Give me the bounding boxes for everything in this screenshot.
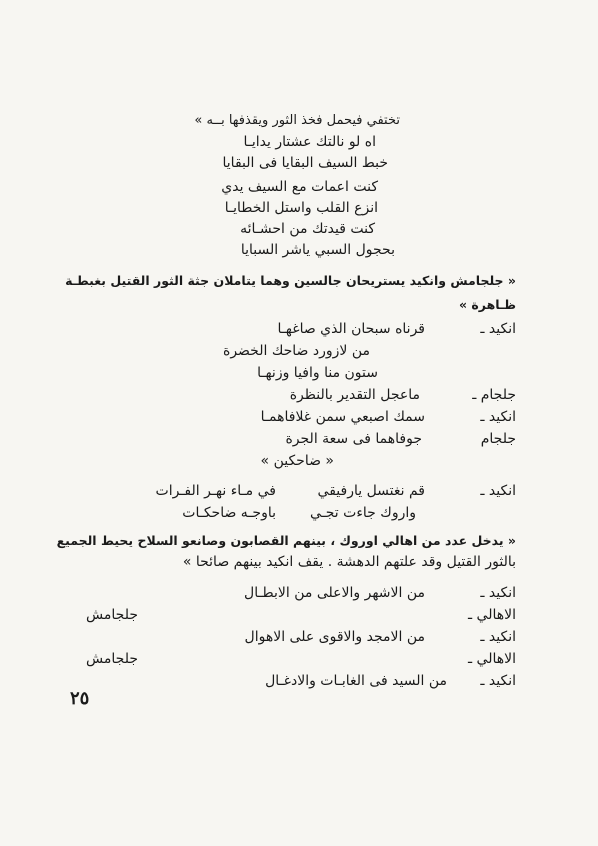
stage-direction: ظـاهرة » [459, 297, 516, 312]
dialogue-line: جوفاهما فى سعة الجرة [285, 431, 422, 447]
verse-line: خبط السيف البقايا فى البقايا [222, 155, 388, 171]
dialogue-line: من السيد فى الغابـات والادغـال [265, 673, 447, 689]
verse-line: تختفي فيحمل فخذ الثور ويقذفها بــه » [194, 113, 400, 128]
speaker-label: انكيد ـ [480, 585, 516, 601]
speaker-label: انكيد ـ [480, 409, 516, 425]
verse-line: بحجول السبي ياشر السبايا [240, 242, 395, 258]
dialogue-line: ستون منا وافيا وزنهـا [257, 365, 378, 381]
speaker-label: جلجام [480, 431, 516, 447]
stage-direction: « جلجامش وانكيد يستريحان جالسين وهما يتاملان جثة الثور القتيل بغبطـة [65, 273, 516, 288]
chorus-reply: جلجامش [86, 651, 138, 667]
page-number: ٢٥ [70, 688, 90, 709]
stage-direction: بالثور القتيل وقد علتهم الدهشة . يقف انكيد بينهم صائحا » [182, 554, 516, 570]
dialogue-line: من الامجد والاقوى على الاهوال [244, 629, 425, 645]
stage-direction: « ضاحكين » [260, 453, 334, 469]
speaker-label: الاهالي ـ [467, 651, 516, 667]
dialogue-line: من لازورد ضاحك الخضرة [222, 343, 370, 359]
dialogue-line: قم نغتسل يارفيقي [317, 483, 425, 499]
verse-line: كنت اعمات مع السيف يدي [221, 179, 378, 195]
dialogue-line: سمك اصبعي سمن غلافاهمـا [260, 409, 425, 425]
speaker-label: انكيد ـ [480, 673, 516, 689]
speaker-label: انكيد ـ [480, 483, 516, 499]
dialogue-line: واروك جاءت تجـي [310, 505, 416, 521]
speaker-label: جلجام ـ [472, 387, 516, 403]
dialogue-line: باوجـه ضاحكـات [182, 505, 276, 521]
speaker-label: انكيد ـ [480, 629, 516, 645]
dialogue-line: من الاشهر والاعلى من الابطـال [244, 585, 425, 601]
verse-line: انزع القلب واستل الخطايـا [224, 200, 378, 216]
speaker-label: الاهالي ـ [467, 607, 516, 623]
stage-direction: « يدخل عدد من اهالي اوروك ، بينهم القصابون وصانعو السلاح يحيط الجميع [56, 533, 516, 548]
speaker-label: انكيد ـ [480, 321, 516, 337]
dialogue-line: في مـاء نهـر الفـرات [155, 483, 276, 499]
chorus-reply: جلجامش [86, 607, 138, 623]
dialogue-line: قرناه سبحان الذي صاغهـا [277, 321, 425, 337]
dialogue-line: ماعجل التقدير بالنظرة [289, 387, 420, 403]
verse-line: اه لو نالتك عشتار يدايـا [243, 134, 376, 150]
verse-line: كنت قيدتك من احشـائه [240, 221, 375, 237]
